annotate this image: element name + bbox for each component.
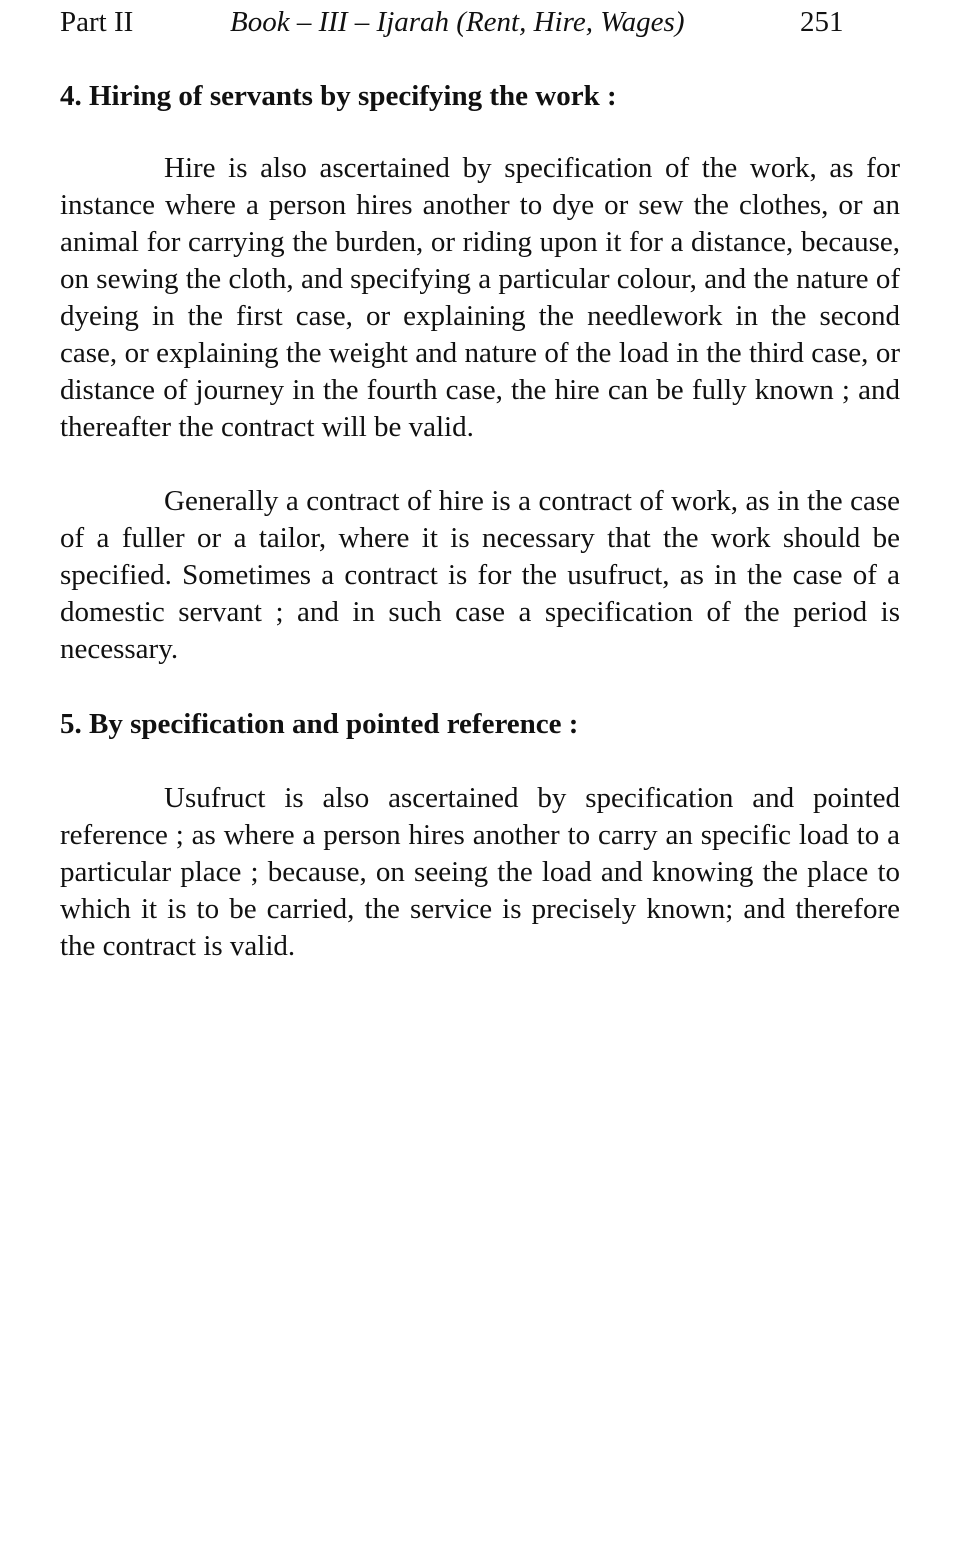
section-heading: 5. By specification and pointed reference : bbox=[60, 708, 579, 740]
header-book-title: Book – III – Ijarah (Rent, Hire, Wages) bbox=[230, 6, 685, 38]
body-paragraph: Hire is also ascertained by specification of the work, as for instance where a person hires another to dye or sew the clothes, or an animal for carrying the burden, or riding upon it for a distance, because, on sewing the cloth, and specifying a particular colour, and the nature of dyeing in the first case, or explaining the needlework in the second case, or explaining the weight and nature of the load in the third case, or distance of journey in the fourth case, the hire can be fully known ; and thereafter the contract will be valid. bbox=[60, 152, 900, 443]
body-paragraph: Generally a contract of hire is a contract of work, as in the case of a fuller or a tailor, where it is necessary that the work should be specified. Sometimes a contract is for the usufruct, as in the case of a domestic servant ; and in such case a specification of the period is necessary. bbox=[60, 485, 900, 665]
body-paragraph: Usufruct is also ascertained by specification and pointed reference ; as where a person hires another to carry an specific load to a particular place ; because, on seeing the load and knowing the place to which it is to be carried, the service is precisely known; and therefore the contract is valid. bbox=[60, 782, 900, 962]
header-part-label: Part II bbox=[60, 6, 134, 38]
section-5 bbox=[60, 704, 900, 965]
page-number: 251 bbox=[800, 6, 844, 38]
section-heading: 4. Hiring of servants by specifying the work : bbox=[60, 80, 617, 112]
section-4 bbox=[60, 76, 900, 668]
running-header bbox=[60, 0, 900, 44]
